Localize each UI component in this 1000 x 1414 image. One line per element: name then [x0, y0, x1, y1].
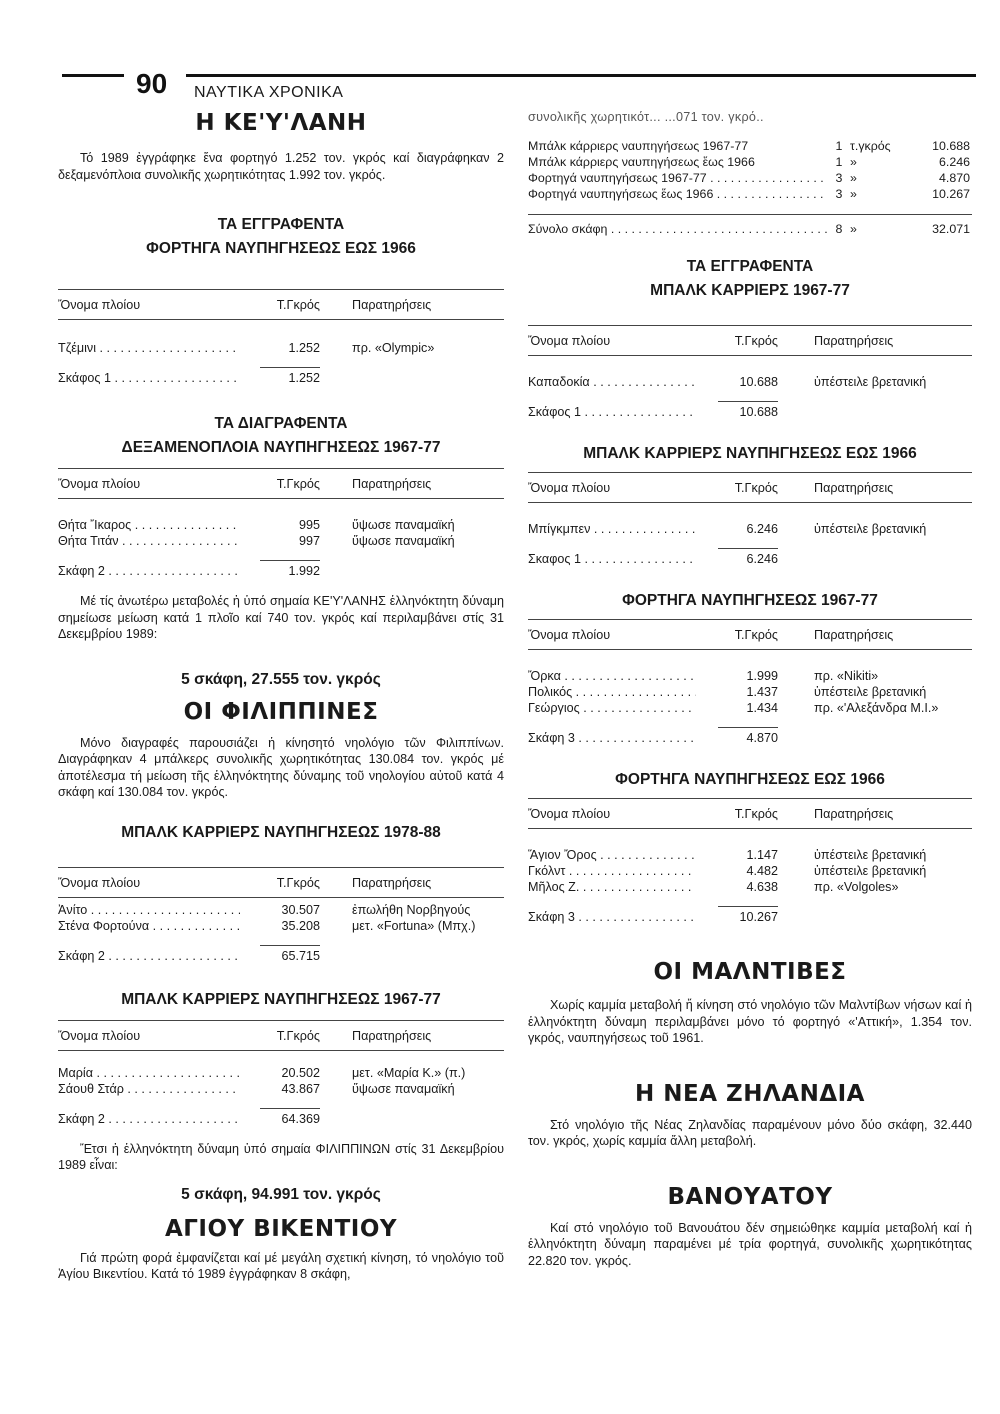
col-header-grt: Τ.Γκρός	[734, 481, 778, 495]
summary-grt: 6.246	[938, 155, 970, 169]
table-row	[528, 879, 972, 895]
col-header-name: Ὄνομα πλοίου	[58, 477, 141, 491]
ship-notes: πρ. «Nikiti»	[814, 669, 879, 683]
col-header-notes: Παρατηρήσεις	[352, 875, 432, 890]
total-grt: 6.246	[746, 552, 778, 566]
col-header-notes: Παρατηρήσεις	[814, 481, 894, 495]
ship-notes: πρ. «Volgoles»	[814, 880, 899, 894]
summary-grt: 10.688	[932, 139, 970, 153]
ship-notes: ὕψωσε παναμαϊκή	[352, 1081, 455, 1096]
r1-title2: ΜΠΑΛΚ ΚΑΡΡΙΕΡΣ 1967-77	[650, 282, 850, 299]
table-header	[58, 289, 504, 320]
ship-name: Σάουθ Στάρ . . .	[58, 1081, 240, 1097]
keylani-del-title2: ΔΕΞΑΜΕΝΟΠΛΟΙΑ ΝΑΥΠΗΓΗΣΕΩΣ 1967-77	[121, 439, 441, 456]
ship-grt: 1.147	[746, 848, 778, 862]
summary-count: 3	[835, 171, 843, 185]
ship-name: Γκόλντ . . .	[528, 863, 696, 879]
keylani-outro: Μέ τίς ἀνωτέρω μεταβολές ἡ ὑπό σημαία ΚΕ'Υ'ΛΑΝΗΣ ἑλληνόκτητη δύναμη σημείωσε μείωση κατά 1 πλοῖο καί 740 τον. γκρός καί περιλαμβάνει στίς 31 Δεκεμβρίου 1989:	[58, 594, 504, 641]
sum-rule	[260, 945, 320, 946]
section-title-newzealand: Η ΝΕΑ ΖΗΛΑΝΔΙΑ	[635, 1080, 865, 1107]
sum-rule	[260, 1108, 320, 1109]
summary-total-label: Σύνολο σκάφη . . .	[528, 221, 828, 237]
table-row	[528, 847, 972, 863]
keylani-reg-title2: ΦΟΡΤΗΓΑ ΝΑΥΠΗΓΗΣΕΩΣ ΕΩΣ 1966	[146, 240, 416, 257]
table-row	[528, 863, 972, 879]
sum-rule	[260, 560, 320, 561]
keylani-del-title1: ΤΑ ΔΙΑΓΡΑΦΕΝΤΑ	[214, 415, 348, 432]
total-label: Σκάφη 2 . . .	[58, 948, 240, 964]
ship-grt: 6.246	[746, 522, 778, 536]
ship-name: Γεώργιος . . .	[528, 700, 696, 716]
col-header-name: Ὄνομα πλοίου	[58, 875, 141, 890]
sum-rule	[718, 401, 778, 402]
ship-grt: 30.507	[281, 902, 320, 917]
ship-grt: 10.688	[739, 375, 778, 389]
table-header	[528, 798, 972, 829]
ship-name: Ἀνίτο . . .	[58, 902, 240, 918]
ship-name: Ὄρκα . . .	[528, 668, 696, 684]
summary-count: 1	[835, 155, 843, 169]
table-header	[528, 619, 972, 650]
ship-grt: 4.638	[746, 880, 778, 894]
col-header-name: Ὄνομα πλοίου	[528, 807, 611, 821]
col-header-notes: Παρατηρήσεις	[814, 807, 894, 821]
keylani-total: 5 σκάφη, 27.555 τον. γκρός	[181, 670, 381, 688]
summary-total-grt: 32.071	[932, 222, 970, 236]
ship-name: Μαρία . . .	[58, 1065, 240, 1081]
total-grt: 65.715	[281, 948, 320, 963]
table-row	[58, 533, 504, 549]
col-header-notes: Παρατηρήσεις	[352, 477, 432, 491]
table-header	[528, 325, 972, 356]
maldives-text: Χωρίς καμμία μεταβολή ἤ κίνηση στό νηολόγιο τῶν Μαλντίβων νήσων καί ἡ ἑλληνόκτητη δύναμη περιλαμβάνει μόνο τό φορτηγό «'Αττική», 1.354 τον. γκρός, ναυπηγήσεως τοῦ 1961.	[528, 998, 972, 1045]
table-row	[528, 521, 972, 537]
summary-rule	[528, 214, 972, 215]
col-header-name: Ὄνομα πλοίου	[58, 298, 141, 312]
publication-title: ΝΑΥΤΙΚΑ ΧΡΟΝΙΚΑ	[194, 84, 344, 101]
keylani-intro: Τό 1989 ἐγγράφηκε ἕνα φορτηγό 1.252 τον. γκρός καί διαγράφηκαν 2 δεξαμενόπλοια συνολικῆς χωρητικότητας 1.992 τον. γκρός.	[58, 151, 504, 182]
summary-count: 1	[835, 139, 843, 153]
total-grt: 1.992	[288, 564, 320, 578]
summary-total-count: 8	[835, 222, 843, 236]
ship-grt: 35.208	[281, 918, 320, 933]
ship-grt: 1.437	[746, 685, 778, 699]
table-total	[58, 1111, 504, 1127]
summary-table	[528, 138, 972, 237]
summary-unit: »	[850, 155, 857, 169]
summary-unit: »	[850, 187, 857, 201]
summary-label: Μπάλκ κάρριερς ναυπηγήσεως ἕως 1966	[528, 155, 755, 169]
ship-name: Μῆλος Ζ. . . .	[528, 879, 696, 895]
ship-name: Τζέμινι . . .	[58, 340, 240, 356]
col-header-grt: Τ.Γκρός	[276, 1028, 320, 1043]
col-header-name: Ὄνομα πλοίου	[58, 1028, 141, 1043]
ship-name: Πολικός . . .	[528, 684, 696, 700]
table-row	[58, 517, 504, 533]
ship-grt: 995	[298, 518, 320, 532]
total-label: Σκαφος 1 . . .	[528, 551, 696, 567]
total-grt: 10.267	[739, 910, 778, 924]
section-title-stvincent: ΑΓΙΟΥ ΒΙΚΕΝΤΙΟΥ	[164, 1215, 398, 1242]
col-header-name: Ὄνομα πλοίου	[528, 334, 611, 348]
summary-row	[528, 170, 972, 186]
page-number: 90	[136, 68, 168, 99]
ship-grt: 1.999	[746, 669, 778, 683]
total-label: Σκάφη 3 . . .	[528, 909, 696, 925]
table-row	[528, 684, 972, 700]
summary-label: Φορτηγά ναυπηγήσεως 1967-77 . . .	[528, 170, 828, 186]
total-grt: 4.870	[746, 731, 778, 745]
ship-notes: μετ. «Fortuna» (Μπχ.)	[352, 918, 476, 933]
summary-row	[528, 186, 972, 202]
table-row	[528, 374, 972, 390]
total-label: Σκάφος 1 . . .	[528, 404, 696, 420]
total-grt: 10.688	[739, 405, 778, 419]
summary-unit: »	[850, 171, 857, 185]
ship-notes: μετ. «Μαρία Κ.» (π.)	[352, 1065, 466, 1080]
ship-notes: ὑπέστειλε βρετανική	[814, 848, 927, 862]
left-column	[58, 100, 504, 1283]
table-header	[58, 468, 504, 499]
ship-notes: ὑπέστειλε βρετανική	[814, 522, 927, 536]
table-header	[528, 472, 972, 503]
total-label: Σκάφος 1 . . .	[58, 370, 240, 386]
table-total	[528, 909, 972, 925]
summary-total	[528, 221, 972, 237]
col-header-grt: Τ.Γκρός	[734, 628, 778, 642]
r2-title: ΜΠΑΛΚ ΚΑΡΡΙΕΡΣ ΝΑΥΠΗΓΗΣΕΩΣ ΕΩΣ 1966	[583, 445, 917, 462]
col-header-notes: Παρατηρήσεις	[814, 334, 894, 348]
table-total	[528, 404, 972, 420]
ship-notes: ὕψωσε παναμαϊκή	[352, 534, 455, 548]
col-header-notes: Παρατηρήσεις	[352, 298, 432, 312]
ship-notes: ἐπωλήθη Νορβηγούς	[352, 902, 471, 917]
table-total	[58, 563, 504, 579]
header-rule-right	[186, 74, 976, 77]
ship-notes: πρ. «'Αλεξάνδρα Μ.Ι.»	[814, 701, 939, 715]
philippines-intro: Μόνο διαγραφές παρουσιάζει ἡ κίνησητό νηολόγιο τῶν Φιλιππίνων. Διαγράφηκαν 4 μπάλκερς συνολικῆς χωρητικότητας 130.084 τον. γκρός μέ ἀποτέλεσμα τή μείωση τῆς ἑλληνόκτητης δύναμης τοῦ νηολογίου αὐτοῦ κατά 4 σκάφη καί 130.084 τον. γκρός.	[58, 735, 504, 799]
sum-rule	[260, 367, 320, 368]
total-grt: 64.369	[281, 1111, 320, 1126]
col-header-grt: Τ.Γκρός	[276, 875, 320, 890]
section-title-keylani: Η ΚΕ'Υ'ΛΑΝΗ	[195, 110, 367, 136]
col-header-grt: Τ.Γκρός	[276, 298, 320, 312]
total-label: Σκάφη 2 . . .	[58, 1111, 240, 1127]
stvincent-intro: Γιά πρώτη φορά ἐμφανίζεται καί μέ μεγάλη σχετική κίνηση, τό νηολόγιο τοῦ Ἁγίου Βικεντίου. Κατά τό 1989 ἐγγράφηκαν 8 σκάφη,	[58, 1250, 504, 1281]
ship-notes: ὕψωσε παναμαϊκή	[352, 518, 455, 532]
summary-grt: 4.870	[938, 171, 970, 185]
philippines-total: 5 σκάφη, 94.991 τον. γκρός	[181, 1185, 381, 1203]
summary-total-unit: »	[850, 222, 857, 236]
ship-grt: 43.867	[281, 1081, 320, 1096]
sum-rule	[718, 548, 778, 549]
r3-title: ΦΟΡΤΗΓΑ ΝΑΥΠΗΓΗΣΕΩΣ 1967-77	[622, 592, 878, 609]
table-row	[58, 918, 504, 934]
ship-notes: ὑπέστειλε βρετανική	[814, 685, 927, 699]
ship-grt: 1.434	[746, 701, 778, 715]
ship-name: Μπίγκμπεν . . .	[528, 521, 696, 537]
ship-grt: 997	[298, 534, 320, 548]
table-total	[528, 551, 972, 567]
ship-name: Θήτα Τιτάν . . .	[58, 533, 240, 549]
col-header-notes: Παρατηρήσεις	[814, 628, 894, 642]
philippines-outro: Ἔτσι ἡ ἑλληνόκτητη δύναμη ὑπό σημαία ΦΙΛΙΠΠΙΝΩΝ στίς 31 Δεκεμβρίου 1989 εἶναι:	[58, 1141, 504, 1172]
summary-grt: 10.267	[932, 187, 970, 201]
summary-row	[528, 138, 972, 154]
philippines-t1-title: ΜΠΑΛΚ ΚΑΡΡΙΕΡΣ ΝΑΥΠΗΓΗΣΕΩΣ 1978-88	[121, 823, 441, 841]
continuation-line: συνολικῆς χωρητικότ... ...071 τον. γκρό..	[528, 110, 764, 124]
section-title-philippines: ΟΙ ΦΙΛΙΠΠΙΝΕΣ	[183, 698, 379, 725]
total-label: Σκάφη 2 . . .	[58, 563, 240, 579]
table-row	[58, 1065, 504, 1081]
total-grt: 1.252	[288, 371, 320, 385]
table-row	[58, 1081, 504, 1097]
ship-notes: ὑπέστειλε βρετανική	[814, 375, 927, 389]
ship-grt: 4.482	[746, 864, 778, 878]
r1-title1: ΤΑ ΕΓΓΡΑΦΕΝΤΑ	[686, 258, 814, 275]
table-row	[528, 668, 972, 684]
sum-rule	[718, 906, 778, 907]
section-title-vanuatu: ΒΑΝΟΥΑΤΟΥ	[667, 1183, 833, 1210]
keylani-reg-title1: ΤΑ ΕΓΓΡΑΦΕΝΤΑ	[217, 216, 345, 233]
ship-name: Θήτα Ἴκαρος . . .	[58, 517, 240, 533]
section-title-maldives: ΟΙ ΜΑΛΝΤΙΒΕΣ	[653, 959, 847, 985]
ship-name: Ἅγιον Ὄρος . . .	[528, 847, 696, 863]
sum-rule	[718, 727, 778, 728]
summary-label: Μπάλκ κάρριερς ναυπηγήσεως 1967-77	[528, 139, 749, 153]
col-header-grt: Τ.Γκρός	[734, 807, 778, 821]
vanuatu-text: Καί στό νηολόγιο τοῦ Βανουάτου δέν σημειώθηκε καμμία μεταβολή καί ἡ ἑλληνόκτητη δύναμη παραμένει μέ τρία φορτηγά, συνολικῆς χωρητικότητας 22.820 τον. γκρός.	[528, 1220, 972, 1268]
ship-name: Καπαδοκία . . .	[528, 374, 696, 390]
table-total	[58, 370, 504, 386]
summary-label: Φορτηγά ναυπηγήσεως ἕως 1966 . . .	[528, 186, 828, 202]
total-label: Σκάφη 3 . . .	[528, 730, 696, 746]
table-total	[58, 948, 504, 964]
table-row	[528, 700, 972, 716]
col-header-notes: Παρατηρήσεις	[352, 1028, 432, 1043]
col-header-grt: Τ.Γκρός	[276, 477, 320, 491]
newzealand-text: Στό νηολόγιο τῆς Νέας Ζηλανδίας παραμένουν μόνο δύο σκάφη, 32.440 τον. γκρός, χωρίς καμμία ἄλλη μεταβολή.	[528, 1117, 972, 1148]
col-header-grt: Τ.Γκρός	[734, 334, 778, 348]
ship-grt: 20.502	[281, 1065, 320, 1080]
ship-notes: ὑπέστειλε βρετανική	[814, 864, 927, 878]
ship-notes: πρ. «Olympic»	[352, 341, 435, 355]
summary-count: 3	[835, 187, 843, 201]
r4-title: ΦΟΡΤΗΓΑ ΝΑΥΠΗΓΗΣΕΩΣ ΕΩΣ 1966	[615, 771, 885, 788]
col-header-name: Ὄνομα πλοίου	[528, 628, 611, 642]
table-header	[58, 1020, 504, 1051]
philippines-t2-title: ΜΠΑΛΚ ΚΑΡΡΙΕΡΣ ΝΑΥΠΗΓΗΣΕΩΣ 1967-77	[121, 990, 441, 1008]
right-column	[528, 100, 972, 1269]
summary-row	[528, 154, 972, 170]
table-header	[58, 867, 504, 898]
ship-name: Στένα Φορτούνα . . .	[58, 918, 240, 934]
header-rule-left	[62, 74, 124, 77]
col-header-name: Ὄνομα πλοίου	[528, 481, 611, 495]
table-total	[528, 730, 972, 746]
table-row	[58, 340, 504, 356]
summary-unit: τ.γκρός	[850, 139, 891, 153]
table-row	[58, 902, 504, 918]
ship-grt: 1.252	[288, 341, 320, 355]
